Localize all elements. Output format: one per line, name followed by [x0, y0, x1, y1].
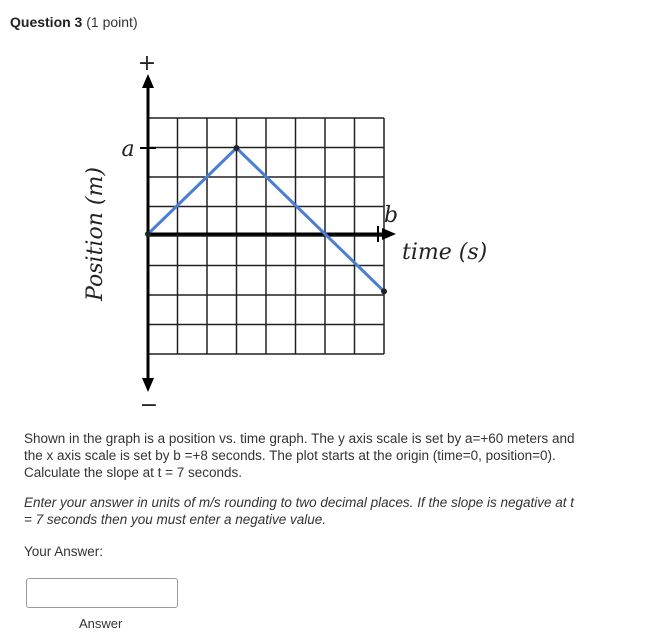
- y-axis-label: Position (m): [83, 167, 108, 301]
- b-label: b: [383, 203, 399, 228]
- prompt-text: Shown in the graph is a position vs. time graph. The y axis scale is set by a=+60 meters and the x axis scale is set by b =+8 seconds. The plot starts at the origin (time=0, position=0). Calculate the slope at t = 7 seconds.: [24, 431, 575, 480]
- question-prompt: [24, 430, 584, 481]
- a-label: a: [121, 137, 135, 162]
- x-axis-label: time (s): [402, 240, 488, 265]
- graph-grid: [148, 118, 384, 354]
- question-points: (1 point): [86, 14, 138, 30]
- data-point: [381, 288, 387, 294]
- question-number: Question 3: [10, 14, 83, 30]
- data-point: [234, 145, 240, 151]
- answer-input[interactable]: [26, 578, 178, 608]
- y-axis-minus-sign: −: [139, 393, 159, 418]
- your-answer-label: Your Answer:: [24, 544, 104, 559]
- data-point: [145, 231, 151, 237]
- answer-caption: Answer: [79, 616, 123, 631]
- y-axis-plus-sign: +: [137, 51, 157, 76]
- x-axis-arrow: [382, 228, 396, 240]
- y-axis-up-arrow: [142, 74, 154, 88]
- y-axis-down-arrow: [142, 378, 154, 392]
- answer-instructions: Enter your answer in units of m/s rounding to two decimal places. If the slope is negative at t = 7 seconds then you must enter a negative value.: [24, 495, 575, 527]
